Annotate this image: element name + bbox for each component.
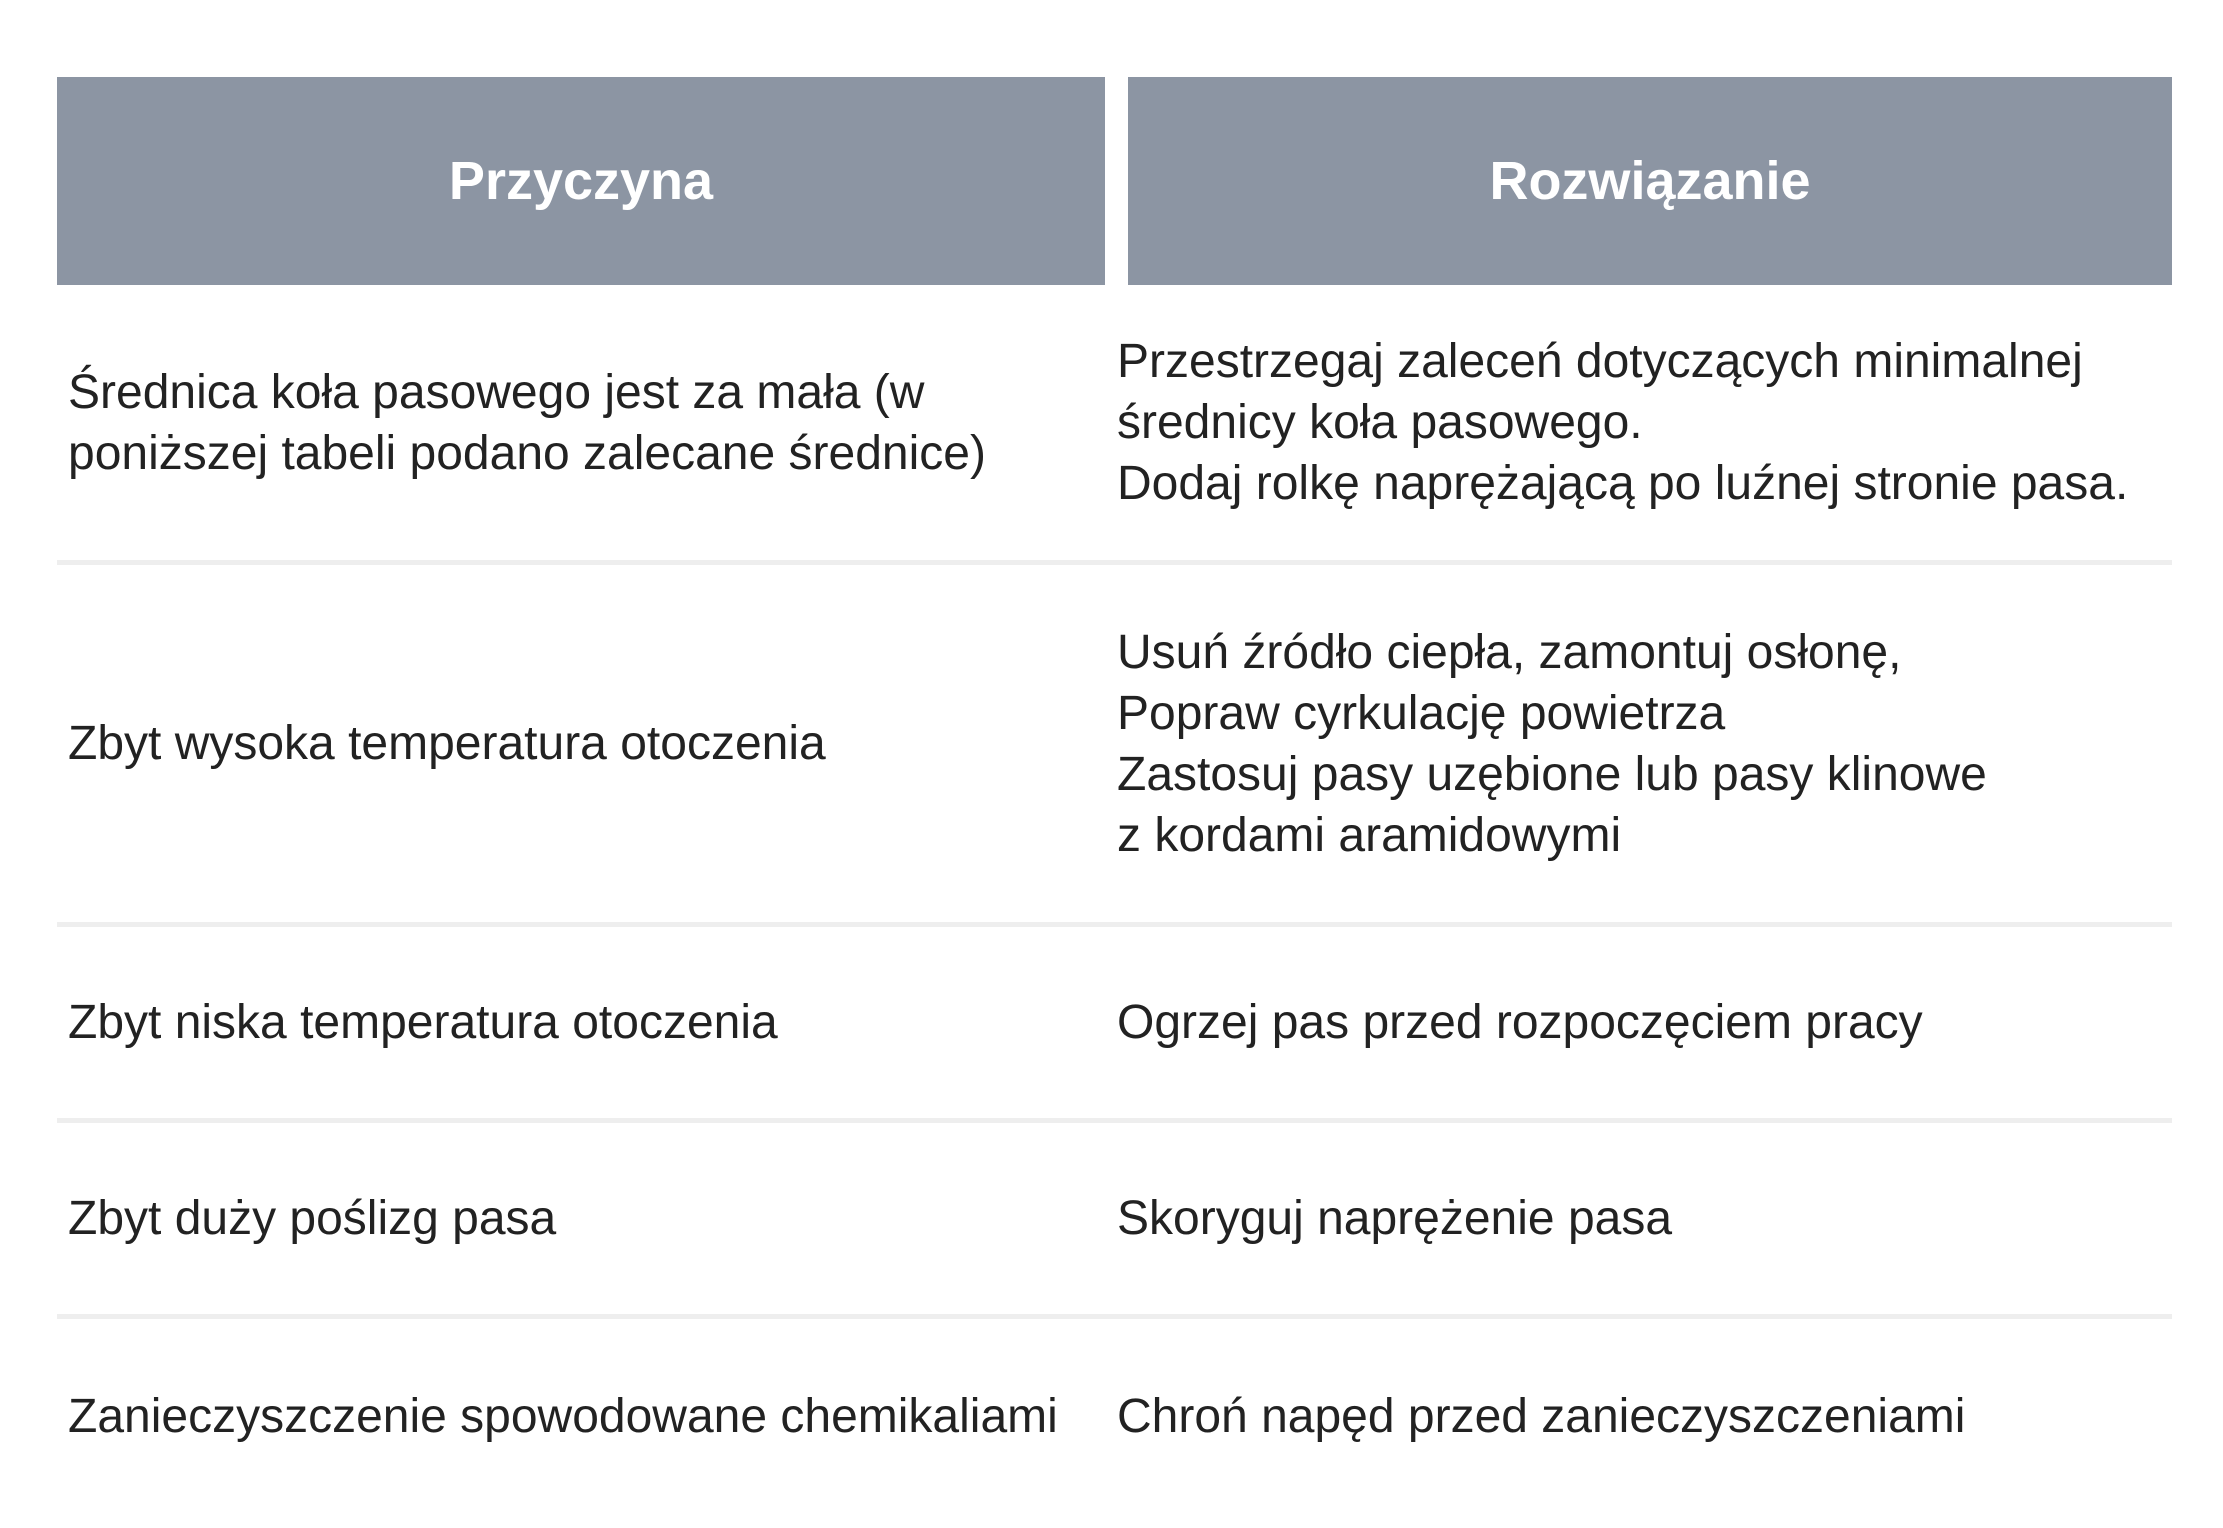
cause-cell: Zbyt duży poślizg pasa — [68, 1192, 557, 1245]
table-row — [57, 1123, 2172, 1319]
troubleshooting-table — [57, 77, 2172, 1513]
table-row — [57, 285, 2172, 565]
solution-cell: Ogrzej pas przed rozpoczęciem pracy — [1117, 996, 1923, 1049]
table-header-row — [57, 77, 2172, 285]
header-cause: Przyczyna — [57, 77, 1105, 285]
cause-cell: Zanieczyszczenie spowodowane chemikaliami — [68, 1389, 1058, 1443]
solution-cell: Skoryguj naprężenie pasa — [1117, 1192, 1673, 1245]
table-row — [57, 565, 2172, 927]
solution-cell: Przestrzegaj zaleceń dotyczących minimalnej średnicy koła pasowego. Dodaj rolkę naprężającą po luźnej stronie pasa. — [1117, 335, 2129, 510]
table-row — [57, 1319, 2172, 1513]
table-row — [57, 927, 2172, 1123]
cause-cell: Średnica koła pasowego jest za mała (w poniższej tabeli podano zalecane średnice) — [68, 365, 986, 480]
solution-cell: Chroń napęd przed zanieczyszczeniami — [1117, 1389, 1966, 1443]
solution-cell: Usuń źródło ciepła, zamontuj osłonę, Popraw cyrkulację powietrza Zastosuj pasy uzębione lub pasy klinowe z kordami aramidowymi — [1117, 625, 1987, 862]
cause-cell: Zbyt niska temperatura otoczenia — [68, 996, 778, 1049]
header-solution: Rozwiązanie — [1128, 77, 2172, 285]
cause-cell: Zbyt wysoka temperatura otoczenia — [68, 717, 826, 770]
